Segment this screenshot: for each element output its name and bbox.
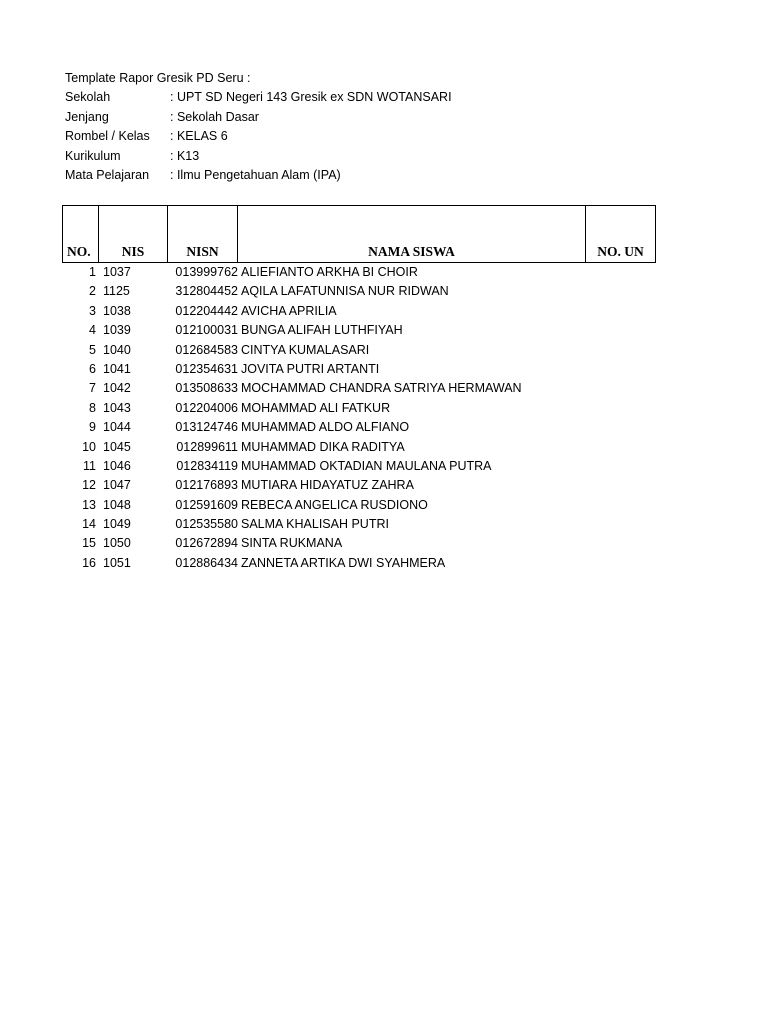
- cell-nisn: 012176893: [175, 478, 238, 493]
- cell-no: 9: [89, 420, 96, 435]
- column-header-nama-siswa: NAMA SISWA: [238, 206, 586, 262]
- document-header: [65, 69, 452, 185]
- cell-nama-siswa: SINTA RUKMANA: [241, 536, 343, 551]
- field-label: Mata Pelajaran: [65, 168, 150, 183]
- cell-no: 7: [89, 381, 96, 396]
- cell-nisn: 012100031: [175, 323, 238, 338]
- cell-nis: 1040: [103, 342, 131, 357]
- cell-nisn: 012535580: [175, 517, 238, 532]
- cell-nisn: 312804452: [175, 284, 238, 299]
- cell-nama-siswa: MUHAMMAD ALDO ALFIANO: [241, 420, 410, 435]
- cell-nisn: 013124746: [175, 420, 238, 435]
- cell-nis: 1041: [103, 361, 131, 376]
- cell-no: 11: [83, 458, 96, 473]
- table-body: [62, 263, 656, 573]
- column-header-nis: NIS: [99, 206, 168, 262]
- cell-nis: 1051: [103, 555, 131, 570]
- field-row-rombel: [65, 127, 452, 146]
- field-label: Rombel / Kelas: [65, 129, 150, 144]
- cell-nis: 1048: [103, 497, 131, 512]
- field-value: : UPT SD Negeri 143 Gresik ex SDN WOTANSARI: [170, 90, 452, 105]
- cell-no: 1: [89, 265, 96, 279]
- cell-no: 14: [82, 517, 96, 532]
- table-row: [62, 302, 656, 321]
- cell-nis: 1050: [103, 536, 131, 551]
- cell-nis: 1046: [103, 458, 131, 473]
- cell-nama-siswa: ZANNETA ARTIKA DWI SYAHMERA: [241, 555, 446, 570]
- cell-no: 6: [89, 361, 96, 376]
- cell-nis: 1039: [103, 323, 131, 338]
- field-row-mata-pelajaran: [65, 166, 452, 185]
- cell-nama-siswa: SALMA KHALISAH PUTRI: [241, 517, 389, 532]
- table-row: [62, 321, 656, 340]
- cell-nis: 1125: [103, 284, 130, 299]
- cell-no: 3: [89, 303, 96, 318]
- cell-nis: 1038: [103, 303, 131, 318]
- table-row: [62, 534, 656, 553]
- field-label: Jenjang: [65, 109, 109, 124]
- cell-nis: 1043: [103, 400, 131, 415]
- table-header-row: [62, 205, 656, 263]
- table-row: [62, 282, 656, 301]
- student-table: [62, 205, 656, 573]
- cell-no: 13: [82, 497, 96, 512]
- cell-no: 15: [82, 536, 96, 551]
- field-row-jenjang: [65, 108, 452, 127]
- cell-nis: 1045: [103, 439, 131, 454]
- column-header-no-un: NO. UN: [597, 244, 644, 259]
- cell-nama-siswa: BUNGA ALIFAH LUTHFIYAH: [241, 323, 403, 338]
- table-row: [62, 263, 656, 282]
- table-row: [62, 399, 656, 418]
- cell-nisn: 012204442: [175, 303, 238, 318]
- cell-nisn: 012354631: [175, 361, 238, 376]
- field-value: : Sekolah Dasar: [170, 109, 259, 124]
- field-label: Sekolah: [65, 90, 111, 105]
- cell-nisn: 012204006: [175, 400, 238, 415]
- cell-nisn: 012834119: [176, 458, 238, 473]
- cell-nama-siswa: MOCHAMMAD CHANDRA SATRIYA HERMAWAN: [241, 381, 522, 396]
- cell-nisn: 013508633: [175, 381, 238, 396]
- column-header-no: NO.: [63, 206, 99, 262]
- cell-no: 5: [89, 342, 96, 357]
- table-row: [62, 496, 656, 515]
- cell-nisn: 013999762: [175, 265, 238, 279]
- field-value: : KELAS 6: [170, 129, 228, 144]
- cell-nisn: 012672894: [175, 536, 238, 551]
- cell-nama-siswa: JOVITA PUTRI ARTANTI: [241, 361, 380, 376]
- table-row: [62, 379, 656, 398]
- table-row: [62, 341, 656, 360]
- cell-no: 12: [82, 478, 96, 493]
- cell-no: 10: [82, 439, 96, 454]
- cell-no: 16: [82, 555, 96, 570]
- cell-nisn: 012886434: [175, 555, 238, 570]
- table-row: [62, 476, 656, 495]
- field-row-sekolah: [65, 88, 452, 107]
- cell-nama-siswa: MUTIARA HIDAYATUZ ZAHRA: [241, 478, 414, 493]
- cell-nama-siswa: CINTYA KUMALASARI: [241, 342, 370, 357]
- table-row: [62, 457, 656, 476]
- table-row: [62, 438, 656, 457]
- table-row: [62, 554, 656, 573]
- table-row: [62, 515, 656, 534]
- field-value: : K13: [170, 148, 200, 163]
- field-value: : Ilmu Pengetahuan Alam (IPA): [170, 168, 341, 183]
- cell-no: 2: [89, 284, 96, 299]
- cell-no: 8: [89, 400, 96, 415]
- field-row-kurikulum: [65, 147, 452, 166]
- cell-nisn: 012591609: [175, 497, 238, 512]
- cell-nis: 1042: [103, 381, 131, 396]
- table-row: [62, 360, 656, 379]
- cell-no: 4: [89, 323, 96, 338]
- document-title: [65, 69, 452, 88]
- cell-nis: 1044: [103, 420, 131, 435]
- cell-nis: 1047: [103, 478, 131, 493]
- cell-nama-siswa: ALIEFIANTO ARKHA BI CHOIR: [241, 265, 418, 279]
- cell-nisn: 012899611: [176, 439, 238, 454]
- field-label: Kurikulum: [65, 148, 121, 163]
- cell-nama-siswa: MOHAMMAD ALI FATKUR: [241, 400, 391, 415]
- cell-nis: 1049: [103, 517, 131, 532]
- table-row: [62, 418, 656, 437]
- cell-nis: 1037: [103, 265, 131, 279]
- cell-nisn: 012684583: [175, 342, 238, 357]
- cell-nama-siswa: AVICHA APRILIA: [241, 303, 337, 318]
- cell-nama-siswa: MUHAMMAD OKTADIAN MAULANA PUTRA: [241, 458, 492, 473]
- cell-nama-siswa: AQILA LAFATUNNISA NUR RIDWAN: [241, 284, 449, 299]
- column-header-nisn: NISN: [168, 206, 238, 262]
- cell-nama-siswa: MUHAMMAD DIKA RADITYA: [241, 439, 405, 454]
- document-title-text: Template Rapor Gresik PD Seru :: [65, 71, 251, 85]
- cell-nama-siswa: REBECA ANGELICA RUSDIONO: [241, 497, 428, 512]
